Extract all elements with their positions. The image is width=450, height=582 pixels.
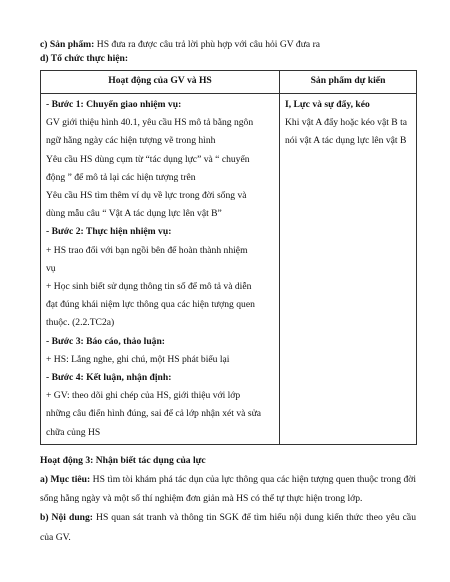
cell-text-line: ngữ hằng ngày các hiện tượng vẽ trong hình [46, 135, 216, 147]
cell-text-line: nói vật A tác dụng lực lên vật B [285, 135, 407, 147]
cell-text-line: động ” để mô tả lại các hiện tượng trên [46, 171, 196, 183]
activity-3-title: Hoạt động 3: Nhận biết tác dụng của lực [40, 454, 206, 466]
cell-text-line: dùng mẫu câu “ Vật A tác dụng lực lên vật B” [46, 208, 222, 220]
cell-text-line: + GV: theo dõi ghi chép của HS, giới thiệu với lớp [46, 390, 241, 402]
header-expected-products: Sản phẩm dự kiến [280, 71, 417, 94]
activity-section [40, 451, 416, 547]
step-heading: - Bước 3: Báo cáo, thảo luận: [46, 335, 165, 347]
step-heading: - Bước 4: Kết luận, nhận định: [46, 372, 172, 384]
cell-text-line: đạt đúng khái niệm lực thông qua các hiện tượng quen [46, 299, 255, 311]
cell-text-line: chữa củng HS [46, 426, 101, 438]
cell-text-line: vụ [46, 262, 56, 274]
cell-text-line: + HS: Lắng nghe, ghi chú, một HS phát biểu lại [46, 353, 230, 365]
cell-text-line: những câu điển hình đúng, sai để cả lớp nhận xét và sửa [46, 408, 262, 420]
objective-label: a) Mục tiêu: [40, 474, 91, 486]
product-text: HS đưa ra được câu trả lời phù hợp với câu hỏi GV đưa ra [94, 39, 321, 50]
document-page [40, 38, 416, 547]
cell-text-line: Yêu cầu HS tìm thêm ví dụ về lực trong đời sống và [46, 190, 247, 202]
step-heading: - Bước 2: Thực hiện nhiệm vụ: [46, 226, 172, 238]
content-label: b) Nội dung: [40, 512, 93, 524]
product-line [40, 38, 416, 52]
content-paragraph [40, 508, 416, 546]
header-teacher-student-activities: Hoạt động của GV và HS [41, 71, 280, 94]
cell-text-line: + Học sinh biết sử dụng thông tin số để mô tả và diễn [46, 281, 252, 293]
cell-text-line: GV giới thiệu hình 40.1, yêu cầu HS mô tả bằng ngôn [46, 117, 254, 129]
products-cell [280, 94, 417, 445]
product-label: c) Sản phẩm: [40, 39, 95, 50]
table-header-row [41, 71, 417, 94]
organization-label: d) Tổ chức thực hiện: [40, 53, 129, 64]
content-text: HS quan sát tranh và thông tin SGK để tìm hiểu nội dung kiến thức theo yêu cầu của GV. [40, 512, 416, 543]
cell-text-line: Khi vật A đẩy hoặc kéo vật B ta [285, 117, 408, 129]
step-heading: - Bước 1: Chuyển giao nhiệm vụ: [46, 99, 182, 110]
step-heading: I, Lực và sự đẩy, kéo [285, 99, 370, 110]
table-row [41, 94, 417, 445]
cell-text-line: thuộc. (2.2.TC2a) [46, 317, 115, 329]
organization-line [40, 52, 416, 66]
cell-text-line: + HS trao đổi với bạn ngồi bên để hoàn thành nhiệm [46, 244, 248, 256]
objective-text: HS tìm tòi khám phá tác dụn của lực thông qua các hiện tượng quen thuộc trong đời sống hằng ngày và một số thí nghiệm đơn giản mà HS có thể tự thực hiện trong lớp. [40, 474, 416, 505]
activities-cell [41, 94, 280, 445]
cell-text-line: Yêu cầu HS dùng cụm từ “tác dụng lực” và “ chuyển [46, 153, 250, 165]
lesson-table [40, 70, 417, 445]
objective-paragraph [40, 470, 416, 508]
